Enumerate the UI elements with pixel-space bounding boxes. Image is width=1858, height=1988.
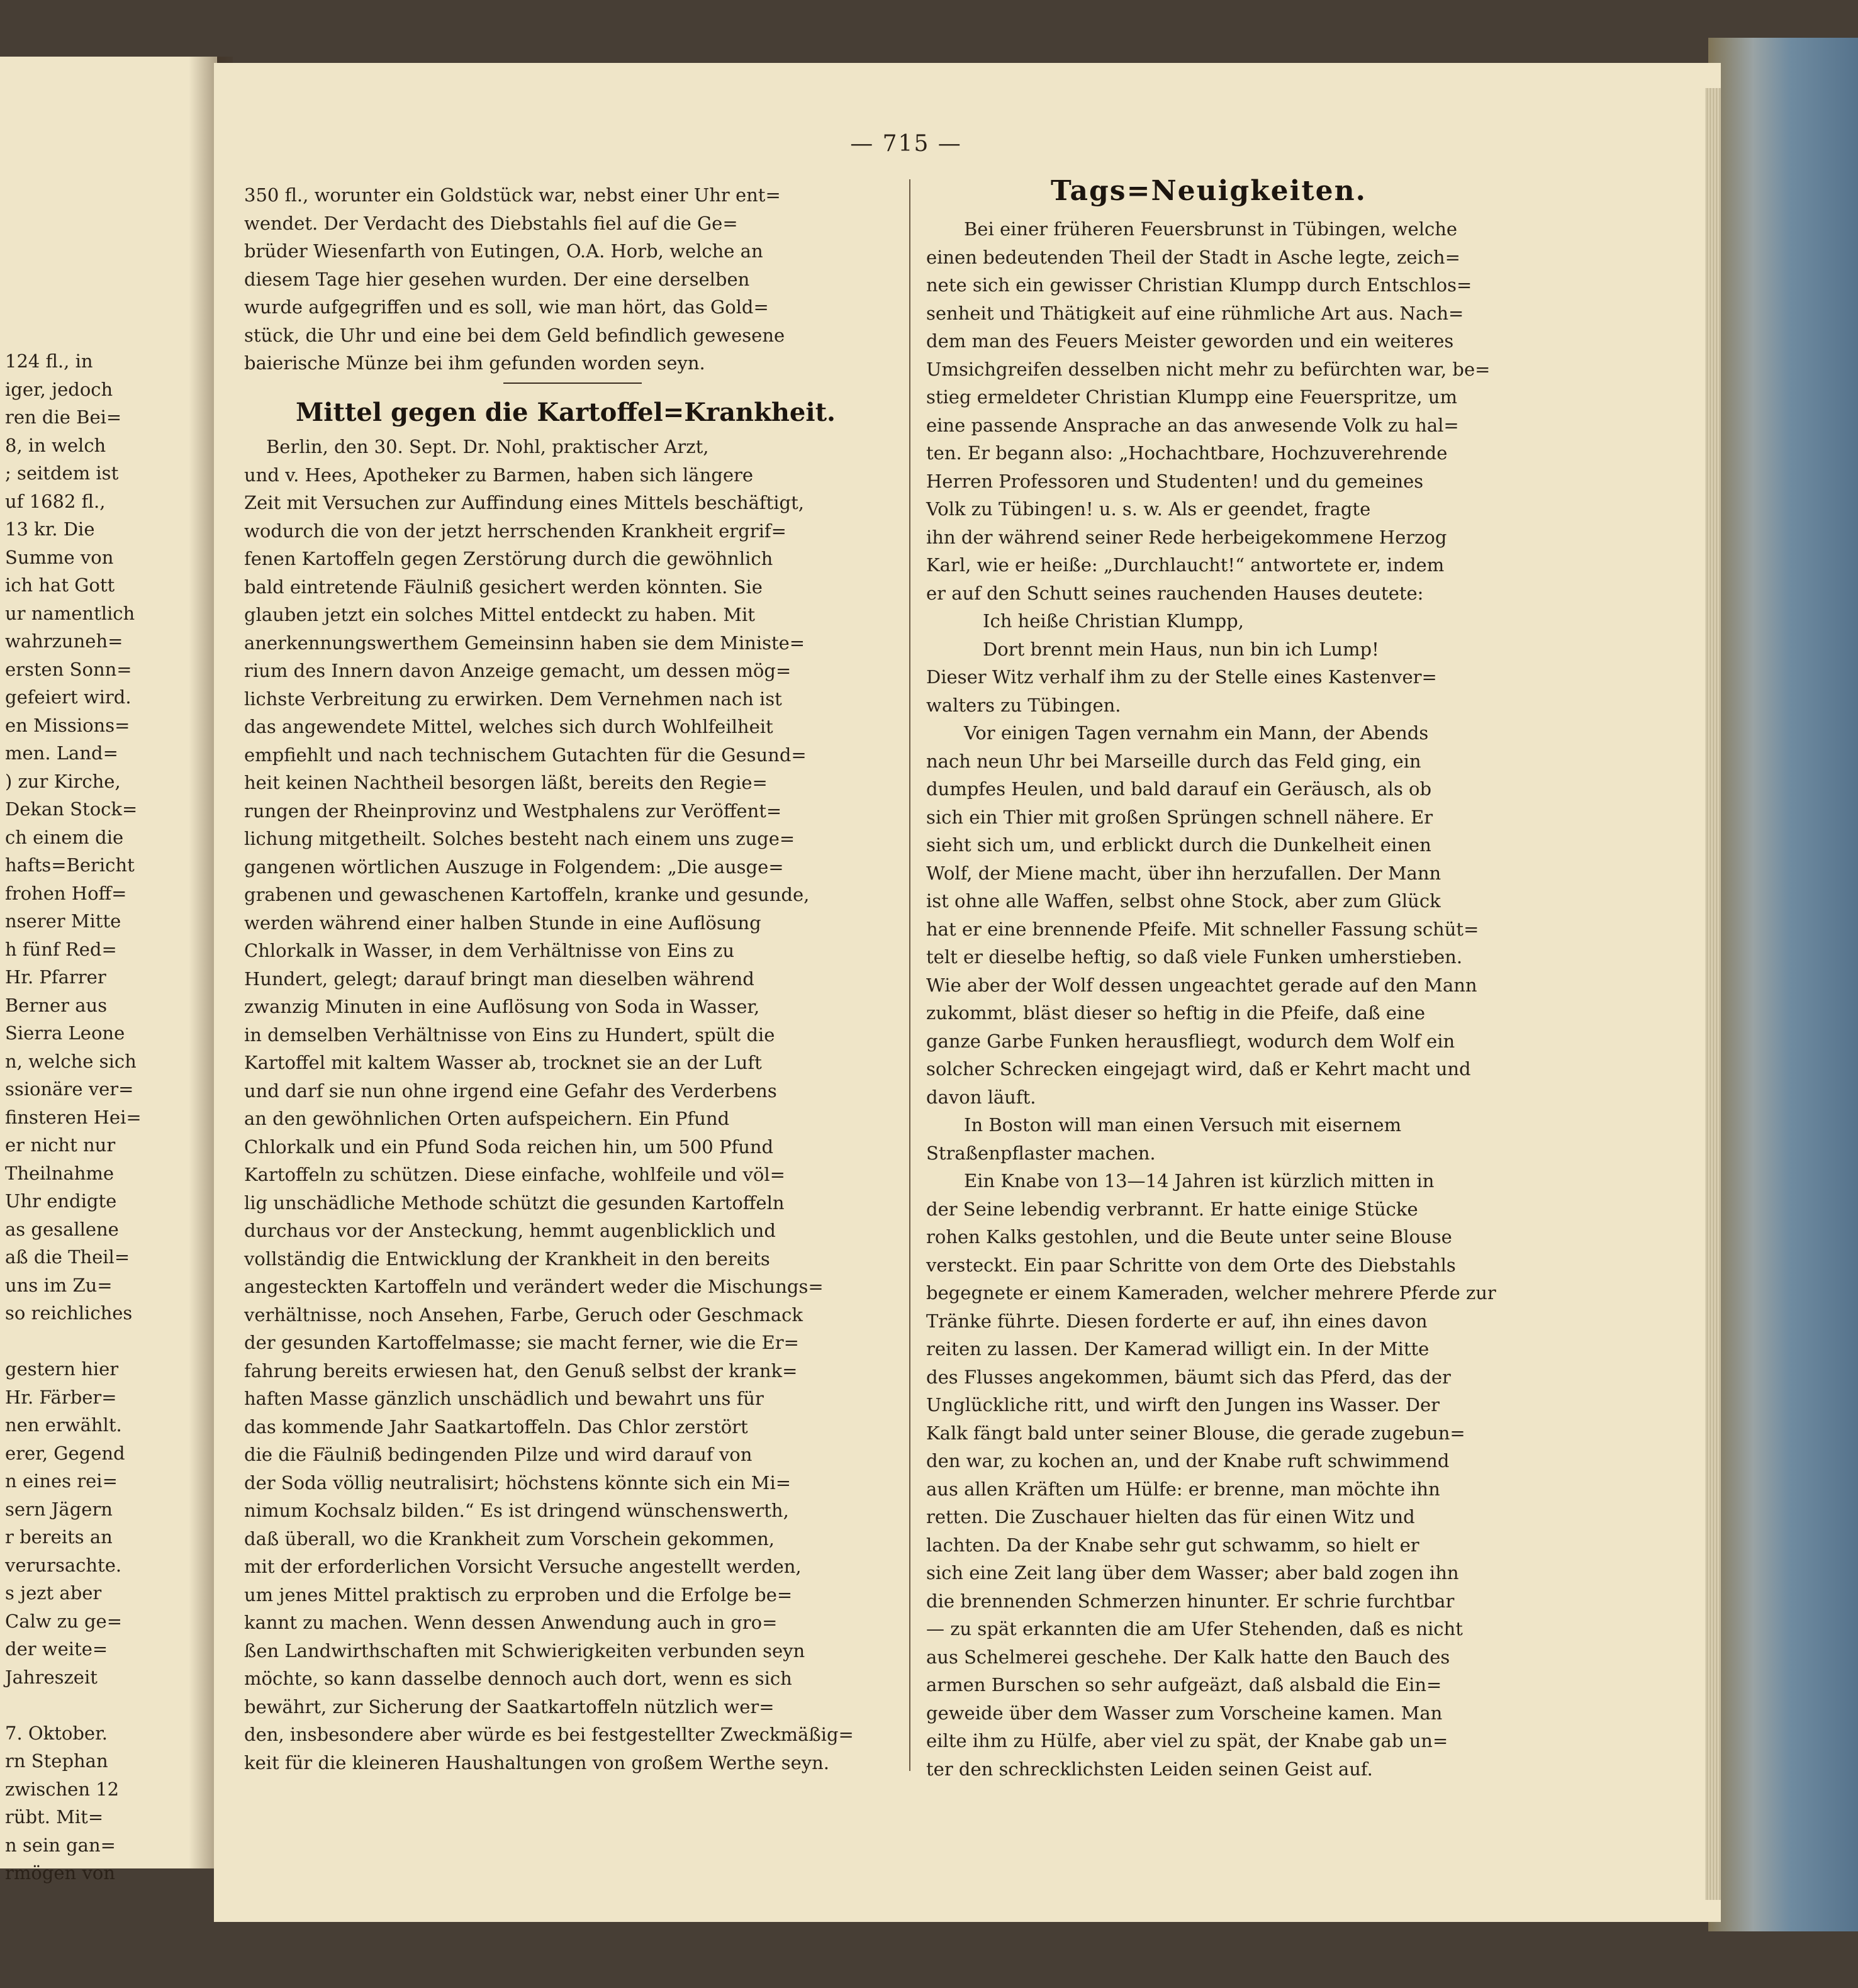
text-line: des Flusses angekommen, bäumt sich das Pferd, das der [926,1366,1451,1388]
text-line: kannt zu machen. Wenn dessen Anwendung auch in gro= [244,1612,778,1633]
text-line: mit der erforderlichen Vorsicht Versuche angestellt werden, [244,1556,802,1577]
article-title: Mittel gegen die Kartoffel=Krankheit. [296,398,836,427]
text-line: der Seine lebendig verbrannt. Er hatte einige Stücke [926,1198,1418,1220]
text-line: vollständig die Entwicklung der Krankheit in den bereits [244,1248,770,1270]
text-line: einen bedeutenden Theil der Stadt in Asche legte, zeich= [926,246,1460,268]
text-line: Dort brennt mein Haus, nun bin ich Lump! [983,638,1379,660]
text-line: telt er dieselbe heftig, so daß viele Funken umherstieben. [926,946,1463,968]
text-line: Unglückliche ritt, und wirft den Jungen ins Wasser. Der [926,1394,1440,1416]
text-line: Umsichgreifen desselben nicht mehr zu befürchten war, be= [926,358,1491,380]
text-line: 13 kr. Die [5,518,95,540]
text-line: daß überall, wo die Krankheit zum Vorschein gekommen, [244,1527,775,1550]
text-line: nimum Kochsalz bilden.“ Es ist dringend wünschenswerth, [244,1500,789,1521]
text-line: ssionäre ver= [5,1078,134,1100]
text-line: dumpfes Heulen, und bald darauf ein Geräusch, als ob [926,778,1432,800]
text-line: as gesallene [5,1218,119,1240]
text-line: diesem Tage hier gesehen wurden. Der eine derselben [244,268,750,290]
text-line: den war, zu kochen an, und der Knabe ruft schwimmend [926,1450,1450,1471]
text-line: geweide über dem Wasser zum Vorscheine kamen. Man [926,1702,1443,1724]
left-page-text-fragment [5,347,206,1887]
text-line: 8, in welch [5,434,106,456]
text-line: er nicht nur [5,1134,116,1156]
text-line: aus Schelmerei geschehe. Der Kalk hatte den Bauch des [926,1646,1450,1668]
text-line: Tränke führte. Diesen forderte er auf, ihn eines davon [926,1310,1428,1332]
text-line: iger, jedoch [5,378,113,400]
text-line: gestern hier [5,1358,119,1380]
text-line [5,1691,206,1719]
text-line: davon läuft. [926,1086,1036,1108]
page-number: — 715 — [850,131,962,157]
text-line: keit für die kleineren Haushaltungen von großem Werthe seyn. [244,1751,830,1773]
text-line: Kalk fängt bald unter seiner Blouse, die gerade zugebun= [926,1422,1465,1444]
text-line: glauben jetzt ein solches Mittel entdeckt zu haben. Mit [244,604,755,625]
text-line: uf 1682 fl., [5,490,106,512]
text-line: bewährt, zur Sicherung der Saatkartoffeln nützlich wer= [244,1695,775,1717]
text-line: werden während einer halben Stunde in eine Auflösung [244,912,761,934]
text-line: solcher Schrecken eingejagt wird, daß er Kehrt macht und [926,1058,1471,1080]
text-line: Summe von [5,546,114,568]
text-line: r bereits an [5,1526,113,1548]
intro-paragraph [244,181,898,377]
text-line: fenen Kartoffeln gegen Zerstörung durch die gewöhnlich [244,548,773,569]
column-rule [909,179,910,1771]
text-line: nen erwählt. [5,1414,122,1436]
page-edges [1705,88,1721,1900]
text-line: 124 fl., in [5,350,93,372]
text-line: lachten. Da der Knabe sehr gut schwamm, so hielt er [926,1534,1419,1556]
text-line: ist ohne alle Waffen, selbst ohne Stock, aber zum Glück [926,890,1441,912]
text-line: Theilnahme [5,1162,115,1184]
text-line: ten. Er begann also: „Hochachtbare, Hochzuverehrende [926,442,1448,464]
text-line: Volk zu Tübingen! u. s. w. Als er geendet, fragte [926,498,1371,520]
text-line: gangenen wörtlichen Auszuge in Folgendem: „Die ausge= [244,856,784,878]
text-line: ch einem die [5,826,124,848]
text-line: grabenen und gewaschenen Kartoffeln, kranke und gesunde, [244,884,810,905]
text-line: sich ein Thier mit großen Sprüngen schnell nähere. Er [926,806,1433,828]
section-divider [503,383,642,384]
text-line: möchte, so kann dasselbe dennoch auch dort, wenn es sich [244,1668,792,1689]
text-line: an den gewöhnlichen Orten aufspeichern. Ein Pfund [244,1108,730,1129]
text-line: ich hat Gott [5,574,115,596]
text-line: Karl, wie er heiße: „Durchlaucht!“ antwortete er, indem [926,554,1445,576]
text-line: eine passende Ansprache an das anwesende Volk zu hal= [926,414,1459,436]
text-line: Dieser Witz verhalf ihm zu der Stelle eines Kastenver= [926,666,1437,688]
text-line: nach neun Uhr bei Marseille durch das Feld ging, ein [926,750,1421,772]
text-line: Zeit mit Versuchen zur Auffindung eines Mittels beschäftigt, [244,492,804,513]
text-line: n, welche sich [5,1050,137,1072]
text-line: begegnete er einem Kameraden, welcher mehrere Pferde zur [926,1282,1496,1304]
text-line: n eines rei= [5,1470,118,1492]
text-line: empfiehlt und nach technischem Gutachten für die Gesund= [244,744,807,766]
text-line: heit keinen Nachtheil besorgen läßt, bereits den Regie= [244,772,768,793]
text-line: rungen der Rheinprovinz und Westphalens zur Veröffent= [244,800,782,822]
text-line: rium des Innern davon Anzeige gemacht, um dessen mög= [244,660,792,681]
text-line: — zu spät erkannten die am Ufer Stehenden, daß es nicht [926,1618,1463,1639]
text-line: ßen Landwirthschaften mit Schwierigkeiten verbunden seyn [244,1639,805,1661]
article-body [244,433,898,1777]
text-line: In Boston will man einen Versuch mit eisernem [964,1114,1402,1136]
text-line: bald eintretende Fäulniß gesichert werden könnten. Sie [244,576,763,598]
text-line: uns im Zu= [5,1274,113,1296]
text-line: Ich heiße Christian Klumpp, [983,610,1244,632]
text-line: um jenes Mittel praktisch zu erproben und die Erfolge be= [244,1583,793,1605]
text-line: armen Burschen so sehr aufgeäzt, daß alsbald die Ein= [926,1674,1442,1695]
text-line: Berlin, den 30. Sept. Dr. Nohl, praktischer Arzt, [266,436,709,457]
text-line: Hr. Pfarrer [5,966,106,988]
text-line: Chlorkalk in Wasser, in dem Verhältnisse von Eins zu [244,940,735,961]
text-line: men. Land= [5,742,118,764]
text-line: der gesunden Kartoffelmasse; sie macht ferner, wie die Er= [244,1332,799,1353]
text-line: Hr. Färber= [5,1386,117,1408]
text-line: anerkennungswerthem Gemeinsinn haben sie dem Ministe= [244,632,805,654]
text-line: ; seitdem ist [5,462,119,484]
text-line: stück, die Uhr und eine bei dem Geld befindlich gewesene [244,324,785,346]
text-line: Berner aus [5,994,108,1016]
text-line: rmögen von [5,1862,115,1884]
text-line: Sierra Leone [5,1022,125,1044]
text-line: Kartoffeln zu schützen. Diese einfache, wohlfeile und völ= [244,1164,785,1185]
text-line: hat er eine brennende Pfeife. Mit schneller Fassung schüt= [926,918,1479,940]
text-line: ur namentlich [5,602,135,624]
left-page [0,57,217,1884]
text-line: brüder Wiesenfarth von Eutingen, O.A. Horb, welche an [244,240,763,262]
text-line: angesteckten Kartoffeln und verändert weder die Mischungs= [244,1276,824,1297]
text-line: en Missions= [5,714,130,736]
section-title: Tags=Neuigkeiten. [1051,175,1367,207]
text-line: verhältnisse, noch Ansehen, Farbe, Geruch oder Geschmack [244,1304,803,1326]
text-line: retten. Die Zuschauer hielten das für einen Witz und [926,1506,1415,1527]
text-line: fahrung bereits erwiesen hat, den Genuß selbst der krank= [244,1360,798,1382]
text-line: rohen Kalks gestohlen, und die Beute unter seine Blouse [926,1226,1452,1248]
text-line: Wie aber der Wolf dessen ungeachtet gerade auf den Mann [926,974,1477,996]
text-line: Calw zu ge= [5,1610,122,1632]
text-line: rübt. Mit= [5,1806,104,1828]
text-line: lig unschädliche Methode schützt die gesunden Kartoffeln [244,1192,785,1214]
text-line: Jahreszeit [5,1666,98,1688]
text-line: Kartoffel mit kaltem Wasser ab, trocknet sie an der Luft [244,1052,762,1073]
text-line: eilte ihm zu Hülfe, aber viel zu spät, der Knabe gab un= [926,1730,1448,1751]
text-line: zwischen 12 [5,1778,120,1800]
text-line: s jezt aber [5,1582,102,1604]
text-line: das angewendete Mittel, welches sich durch Wohlfeilheit [244,716,773,737]
text-line: frohen Hoff= [5,882,127,904]
text-line: der Soda völlig neutralisirt; höchstens könnte sich ein Mi= [244,1471,792,1494]
text-line: aus allen Kräften um Hülfe: er brenne, man möchte ihn [926,1478,1440,1500]
text-line: aß die Theil= [5,1246,130,1268]
text-line: lichste Verbreitung zu erwirken. Dem Vernehmen nach ist [244,688,782,710]
text-line: stieg ermeldeter Christian Klumpp eine Feuerspritze, um [926,386,1457,408]
text-line: baierische Münze bei ihm gefunden worden seyn. [244,352,705,374]
text-line: finsteren Hei= [5,1106,142,1128]
text-line: und v. Hees, Apotheker zu Barmen, haben sich längere [244,464,754,486]
text-line: zwanzig Minuten in eine Auflösung von Soda in Wasser, [244,996,760,1017]
text-line: das kommende Jahr Saatkartoffeln. Das Chlor zerstört [244,1416,748,1438]
text-line: Vor einigen Tagen vernahm ein Mann, der Abends [964,722,1429,744]
text-line: reiten zu lassen. Der Kamerad willigt ein. In der Mitte [926,1338,1430,1360]
text-line: zukommt, bläst dieser so heftig in die Pfeife, daß eine [926,1002,1426,1024]
text-line: sich eine Zeit lang über dem Wasser; aber bald zogen ihn [926,1562,1459,1583]
text-line: nete sich ein gewisser Christian Klumpp durch Entschlos= [926,274,1472,296]
text-line: 350 fl., worunter ein Goldstück war, nebst einer Uhr ent= [244,184,781,206]
text-line: versteckt. Ein paar Schritte von dem Orte des Diebstahls [926,1254,1456,1276]
text-line: Herren Professoren und Studenten! und du gemeines [926,470,1424,492]
text-line: ter den schrecklichsten Leiden seinen Geist auf. [926,1758,1373,1780]
text-line: die brennenden Schmerzen hinunter. Er schrie furchtbar [926,1590,1455,1612]
text-line: wahrzuneh= [5,630,123,652]
text-line: verursachte. [5,1554,122,1576]
text-line: der weite= [5,1638,108,1660]
text-line: durchaus vor der Ansteckung, hemmt augenblicklich und [244,1220,776,1241]
text-line: die die Fäulniß bedingenden Pilze und wird darauf von [244,1444,753,1465]
text-line: walters zu Tübingen. [926,694,1121,716]
text-line: haften Masse gänzlich unschädlich und bewahrt uns für [244,1388,764,1409]
text-line: Hundert, gelegt; darauf bringt man dieselben während [244,968,754,990]
text-line: erer, Gegend [5,1442,125,1464]
text-line: n sein gan= [5,1834,116,1856]
right-column [926,215,1567,1783]
text-line: ersten Sonn= [5,658,132,680]
text-line: h fünf Red= [5,938,117,960]
text-line: gefeiert wird. [5,686,132,708]
text-line: so reichliches [5,1302,133,1324]
text-line: Ein Knabe von 13—14 Jahren ist kürzlich mitten in [964,1170,1435,1192]
text-line: lichung mitgetheilt. Solches besteht nach einem uns zuge= [244,828,795,849]
text-line: senheit und Thätigkeit auf eine rühmliche Art aus. Nach= [926,302,1464,324]
text-line: er auf den Schutt seines rauchenden Hauses deutete: [926,582,1424,604]
text-line: und darf sie nun ohne irgend eine Gefahr des Verderbens [244,1080,777,1102]
text-line: sieht sich um, und erblickt durch die Dunkelheit einen [926,834,1431,856]
text-line: ) zur Kirche, [5,770,121,792]
left-column [244,181,898,377]
text-line [5,1327,206,1356]
text-line: sern Jägern [5,1498,113,1520]
text-line: Bei einer früheren Feuersbrunst in Tübingen, welche [964,218,1458,240]
text-line: Uhr endigte [5,1190,117,1212]
text-line: wurde aufgegriffen und es soll, wie man hört, das Gold= [244,296,769,318]
text-line: dem man des Feuers Meister geworden und ein weiteres [926,330,1454,352]
text-line: ganze Garbe Funken herausfliegt, wodurch dem Wolf ein [926,1030,1455,1052]
text-line: wendet. Der Verdacht des Diebstahls fiel auf die Ge= [244,212,738,234]
text-line: in demselben Verhältnisse von Eins zu Hundert, spült die [244,1024,775,1046]
text-line: wodurch die von der jetzt herrschenden Krankheit ergrif= [244,520,786,542]
text-line: 7. Oktober. [5,1722,108,1744]
text-line: Straßenpflaster machen. [926,1142,1156,1164]
text-line: Dekan Stock= [5,798,138,820]
text-line: hafts=Bericht [5,854,135,876]
text-line: ihn der während seiner Rede herbeigekommene Herzog [926,526,1447,548]
book-cover-edge [1708,38,1858,1931]
text-line: rn Stephan [5,1750,108,1772]
text-line: Chlorkalk und ein Pfund Soda reichen hin, um 500 Pfund [244,1136,774,1158]
text-line: den, insbesondere aber würde es bei festgestellter Zweckmäßig= [244,1724,854,1745]
text-line: nserer Mitte [5,910,121,932]
text-line: ren die Bei= [5,406,122,428]
text-line: Wolf, der Miene macht, über ihn herzufallen. Der Mann [926,862,1441,884]
